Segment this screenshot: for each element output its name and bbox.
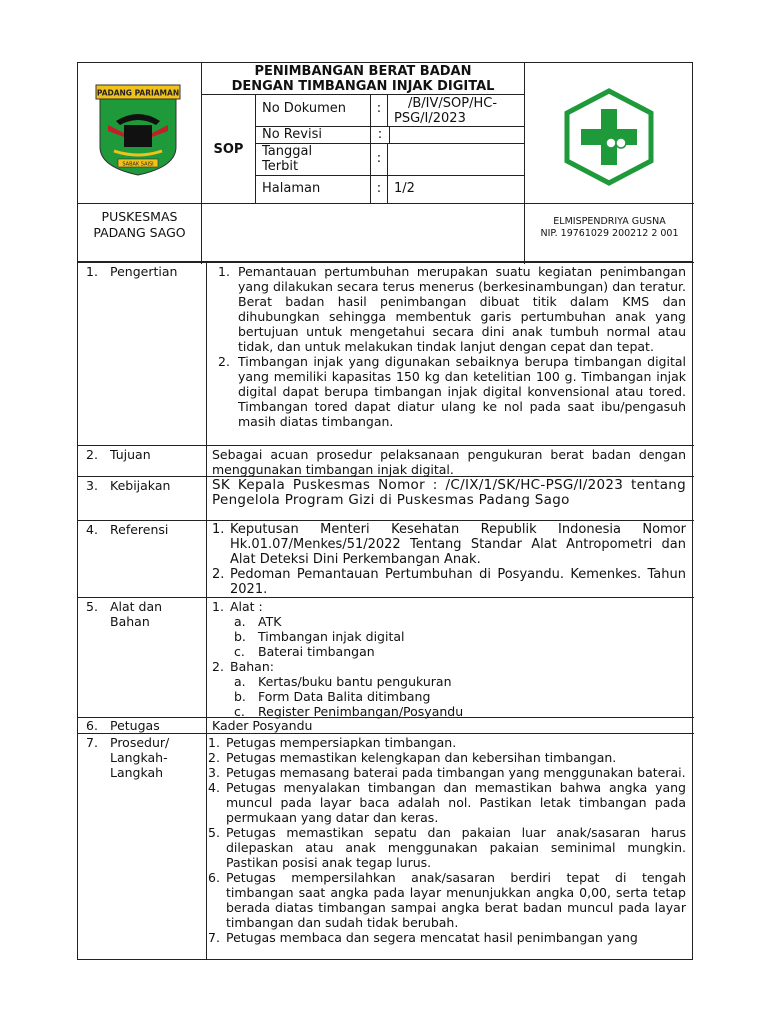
list-item — [208, 870, 686, 930]
item-text: Petugas menyalakan timbangan dan memastikan bahwa angka yang muncul pada layar baca adalah nol. Pastikan letak timbangan pada permukaan yang datar dan keras. — [226, 780, 686, 825]
item-text: Petugas memastikan kelengkapan dan kebersihan timbangan. — [226, 750, 617, 765]
list-item — [212, 689, 686, 704]
section-pengertian — [78, 262, 694, 445]
meta-row-page — [256, 176, 525, 203]
list-item — [212, 629, 686, 644]
item-text: Petugas mempersiapkan timbangan. — [226, 735, 457, 750]
item-text: Kertas/buku bantu pengukuran — [258, 674, 452, 689]
meta-key: Tanggal Terbit — [262, 144, 313, 174]
section-title: Prosedur/ Langkah-Langkah — [110, 735, 170, 780]
section-number: 5. — [86, 599, 98, 614]
list-item — [212, 644, 686, 659]
signer-nip: NIP. 19761029 200212 2 001 — [540, 228, 679, 239]
item-letter: c. — [234, 644, 245, 659]
list-item — [208, 765, 686, 780]
section-label — [78, 734, 207, 960]
title-line-1: PENIMBANGAN BERAT BADAN — [254, 64, 472, 79]
list-item — [212, 354, 686, 429]
section-number: 6. — [86, 718, 98, 733]
group-bahan — [212, 659, 686, 674]
section-number: 7. — [86, 735, 98, 750]
item-text: Baterai timbangan — [258, 644, 375, 659]
item-letter: b. — [234, 689, 246, 704]
group-number: 1. — [212, 599, 224, 614]
logo-banner-text: PADANG PARIAMAN — [96, 88, 180, 98]
list-item — [208, 825, 686, 870]
section-title: Tujuan — [110, 447, 151, 462]
item-text: Register Penimbangan/Posyandu — [258, 704, 464, 719]
list-item — [208, 780, 686, 825]
signer-block — [525, 204, 694, 264]
sop-body-table — [77, 262, 693, 960]
meta-colon: : — [370, 144, 388, 175]
item-number: 2. — [212, 567, 225, 582]
list-item — [212, 522, 686, 567]
section-content: SK Kepala Puskesmas Nomor : /C/IX/1/SK/HC-PSG/I/2023 tentang Pengelola Program Gizi di Puskesmas Padang Sago — [212, 477, 686, 508]
section-number: 2. — [86, 447, 98, 462]
item-number: 7. — [208, 930, 220, 945]
puskesmas-logo-icon — [525, 63, 694, 203]
item-number: 1. — [212, 522, 225, 537]
signer-name: ELMISPENDRIYA GUSNA — [553, 216, 666, 227]
section-kebijakan — [78, 476, 694, 520]
meta-colon: : — [370, 127, 390, 143]
empty-cell — [202, 204, 525, 264]
sop-header — [77, 62, 693, 262]
list-item — [212, 614, 686, 629]
section-petugas — [78, 717, 694, 733]
section-content: Sebagai acuan prosedur pelaksanaan pengukuran berat badan dengan menggunakan timbangan injak digital. — [212, 447, 686, 477]
item-number: 3. — [208, 765, 220, 780]
section-number: 4. — [86, 522, 98, 537]
header-bottom-row — [78, 203, 694, 263]
list-item — [212, 567, 686, 597]
regency-logo-cell — [78, 63, 202, 203]
section-label — [78, 446, 207, 476]
section-alat-bahan — [78, 597, 694, 717]
section-content: Kader Posyandu — [212, 718, 313, 733]
section-number: 1. — [86, 264, 98, 279]
meta-value: 1/2 — [394, 181, 415, 196]
item-letter: c. — [234, 704, 245, 719]
item-text: Timbangan injak digital — [258, 629, 405, 644]
meta-row-issue-date — [256, 144, 525, 176]
title-line-2: DENGAN TIMBANGAN INJAK DIGITAL — [231, 79, 495, 94]
item-text: Pemantauan pertumbuhan merupakan suatu kegiatan penimbangan yang dilakukan secara terus menerus (berkesinambungan) dan teratur. Berat badan hasil penimbangan dibuat titik dalam KMS dan dihubungkan sehingga membentuk garis pertumbuhan anak yang bertujuan untuk mengetahui secara dini anak tumbuh normal atau tidak, dan untuk melakukan tindak lanjut dengan cepat dan tepat. — [238, 264, 686, 354]
item-letter: a. — [234, 614, 246, 629]
list-item — [208, 750, 686, 765]
item-number: 5. — [208, 825, 220, 840]
section-title: Kebijakan — [110, 478, 171, 493]
section-prosedur — [78, 733, 694, 960]
logo-motto-text: SABAK SAISI — [122, 161, 154, 168]
section-referensi — [78, 520, 694, 597]
section-content — [206, 263, 694, 445]
meta-colon: : — [370, 176, 388, 203]
health-logo-cell — [525, 63, 694, 203]
group-number: 2. — [212, 659, 224, 674]
list-item — [212, 264, 686, 354]
item-number: 2. — [208, 750, 220, 765]
meta-row-doc-number — [256, 95, 525, 127]
meta-key: No Revisi — [262, 127, 322, 142]
section-title: Referensi — [110, 522, 169, 537]
meta-row-revision — [256, 127, 525, 144]
section-label — [78, 477, 207, 520]
section-label — [78, 521, 207, 597]
item-number: 6. — [208, 870, 220, 885]
section-title: Alat dan Bahan — [110, 599, 163, 629]
item-letter: a. — [234, 674, 246, 689]
item-letter: b. — [234, 629, 246, 644]
section-tujuan — [78, 445, 694, 476]
list-item — [212, 674, 686, 689]
item-text: Petugas membaca dan segera mencatat hasil penimbangan yang — [226, 930, 638, 945]
list-item — [208, 735, 686, 750]
item-text: Timbangan injak yang digunakan sebaiknya berupa timbangan digital yang memiliki kapasitas 150 kg dan ketelitian 100 g. Timbangan injak digital dapat berupa timbangan injak digital konvensional atau tored. Timbangan tored dapat diatur ulang ke nol pada saat ibu/pengasuh masih diatas timbangan. — [238, 354, 686, 429]
meta-key: No Dokumen — [262, 101, 347, 116]
section-title: Pengertian — [110, 264, 178, 279]
padang-pariaman-logo-icon — [78, 63, 202, 203]
section-number: 3. — [86, 478, 98, 493]
section-content — [206, 598, 694, 717]
item-number: 1. — [218, 264, 230, 279]
item-number: 2. — [218, 354, 230, 369]
item-number: 4. — [208, 780, 220, 795]
item-text: Petugas memasang baterai pada timbangan yang menggunakan baterai. — [226, 765, 686, 780]
meta-colon: : — [370, 95, 388, 126]
section-label — [78, 598, 207, 717]
group-title: Alat : — [230, 599, 263, 614]
document-title — [202, 63, 525, 95]
meta-value: /B/IV/SOP/HC-PSG/I/2023 — [394, 96, 498, 126]
item-text: Petugas mempersilahkan anak/sasaran berdiri tepat di tengah timbangan saat angka pada layar menunjukkan angka 0,00, serta tetap berada diatas timbangan sampai angka berat badan muncul pada layar timbangan dan sudah tidak berubah. — [226, 870, 686, 930]
section-title: Petugas — [110, 718, 160, 733]
item-text: Pedoman Pemantauan Pertumbuhan di Posyandu. Kemenkes. Tahun 2021. — [230, 567, 686, 597]
organization-name: PUSKESMAS PADANG SAGO — [78, 204, 202, 264]
sop-label: SOP — [202, 95, 256, 203]
section-content — [206, 521, 694, 597]
group-title: Bahan: — [230, 659, 274, 674]
item-number: 1. — [208, 735, 220, 750]
list-item — [208, 930, 686, 945]
item-text: ATK — [258, 614, 282, 629]
section-label — [78, 263, 207, 445]
item-text: Form Data Balita ditimbang — [258, 689, 431, 704]
group-alat — [212, 599, 686, 614]
meta-key: Halaman — [262, 181, 321, 196]
item-text: Keputusan Menteri Kesehatan Republik Indonesia Nomor Hk.01.07/Menkes/51/2022 Tentang Standar Alat Antropometri dan Alat Deteksi Dini Perkembangan Anak. — [230, 522, 686, 567]
item-text: Petugas memastikan sepatu dan pakaian luar anak/sasaran harus dilepaskan atau anak menggunakan pakaian seminimal mungkin. Pastikan posisi anak tegap lurus. — [226, 825, 686, 870]
section-label — [78, 718, 207, 733]
section-content — [206, 734, 694, 960]
